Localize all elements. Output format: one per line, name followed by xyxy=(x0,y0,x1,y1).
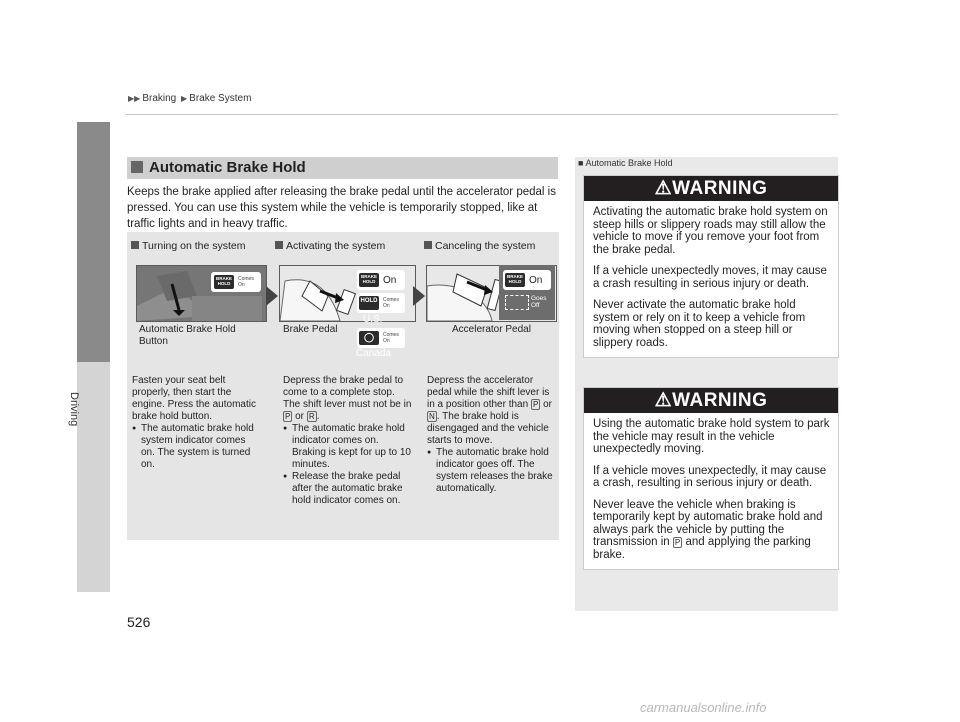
warning-title: WARNING xyxy=(672,178,768,199)
breadcrumb-braking[interactable]: Braking xyxy=(142,93,177,104)
brake-hold-icon: BRAKE HOLD xyxy=(214,275,234,289)
warning-body xyxy=(584,201,838,357)
region-canada-label: Canada xyxy=(356,348,392,359)
warning-text-part: and applying the parking brake. xyxy=(593,536,811,561)
indicator-status: Comes On xyxy=(383,332,399,344)
heading-canceling xyxy=(424,240,535,252)
step-text-part: Depress the accelerator pedal while the shift lever is in a position other than xyxy=(427,375,550,410)
warning-box-2 xyxy=(583,387,839,570)
heading-text: Canceling the system xyxy=(435,240,536,252)
side-tab-light xyxy=(77,362,110,592)
bullet-item: ● Release the brake pedal after the automatic brake hold indicator comes on. xyxy=(283,471,413,507)
hold-icon: HOLD xyxy=(359,296,379,310)
step-text-part: Depress the brake pedal to come to a complete stop. The shift lever must not be in xyxy=(283,375,412,410)
double-triangle-icon: ▶▶ xyxy=(128,94,141,103)
indicator-off-outline xyxy=(505,295,529,310)
indicator-status-off: Goes Off xyxy=(531,295,547,309)
warning-paragraph xyxy=(593,499,830,562)
shift-key-p: P xyxy=(285,412,291,421)
warning-title: WARNING xyxy=(672,390,768,411)
side-tab-dark xyxy=(77,122,110,362)
warning-paragraph: If a vehicle unexpectedly moves, it may cause a crash resulting in serious injury or death. xyxy=(593,265,827,290)
step-text-part: . xyxy=(316,411,320,422)
brake-hold-indicator-off xyxy=(503,270,551,290)
warning-header xyxy=(584,176,838,201)
warning-triangle-icon: ⚠ xyxy=(654,390,673,411)
indicator-on-text: On xyxy=(529,274,543,286)
watermark: carmanualsonline.info xyxy=(640,700,767,715)
canada-hold-icon: ◯ xyxy=(359,331,379,345)
square-bullet-icon xyxy=(131,161,143,173)
procedure-panel xyxy=(127,232,559,540)
side-tab-label: Driving xyxy=(68,392,80,427)
note-marker-icon: ■ xyxy=(578,158,584,168)
header-divider xyxy=(126,114,838,115)
square-bullet-icon xyxy=(424,241,432,249)
step-activating xyxy=(283,375,413,507)
step-text xyxy=(427,375,553,447)
indicator-on-text: On xyxy=(383,274,397,286)
triangle-icon: ▶ xyxy=(181,94,188,103)
warning-paragraph: Activating the automatic brake hold system on steep hills or slippery roads may still allow the vehicle to move if you remove your foot from the brake pedal. xyxy=(593,206,828,256)
caption-hold-button: Automatic Brake Hold Button xyxy=(139,324,236,347)
caption-accelerator: Accelerator Pedal xyxy=(452,324,531,335)
warning-body xyxy=(584,413,838,569)
arrow-right-icon xyxy=(412,286,426,306)
warning-paragraph: Using the automatic brake hold system to park the vehicle may result in the vehicle unexpectedly moving. xyxy=(593,418,830,455)
step-text xyxy=(283,375,413,423)
warning-paragraph: If a vehicle moves unexpectedly, it may cause a crash, resulting in serious injury or death. xyxy=(593,464,827,489)
step-text: Fasten your seat belt properly, then start the engine. Press the automatic brake hold button. xyxy=(132,375,256,422)
heading-turning-on xyxy=(131,240,246,252)
page-number: 526 xyxy=(127,614,151,630)
shift-key-n: N xyxy=(429,412,435,421)
warning-box-1 xyxy=(583,175,839,358)
step-turning-on xyxy=(132,375,260,471)
warning-paragraph: Never activate the automatic brake hold system or rely on it to keep a vehicle from moving when stopped on a steep hill or slippery roads. xyxy=(593,299,806,349)
bullet-item: ● The automatic brake hold indicator goes off. The system releases the brake automatically. xyxy=(427,447,553,495)
indicator-status: Comes On xyxy=(238,276,254,288)
warning-text-part: Never leave the vehicle when braking is temporarily kept by automatic brake hold and always park the vehicle by putting the transmission in xyxy=(593,498,823,548)
step-text-part: . The brake hold is disengaged and the vehicle starts to move. xyxy=(427,411,549,446)
section-intro: Keeps the brake applied after releasing the brake pedal until the accelerator pedal is pressed. You can use this system while the vehicle is temporarily stopped, like at traffic lights and in heavy traffic. xyxy=(127,186,556,230)
arrow-right-icon xyxy=(265,286,279,306)
shift-key-p: P xyxy=(674,538,681,547)
notes-title xyxy=(578,158,673,168)
heading-text: Activating the system xyxy=(286,240,386,252)
hold-indicator-canada xyxy=(357,328,405,348)
brake-hold-icon: BRAKE HOLD xyxy=(359,273,379,287)
heading-text: Turning on the system xyxy=(142,240,246,252)
step-text-part: or xyxy=(295,411,305,422)
caption-brake-pedal: Brake Pedal xyxy=(283,324,338,335)
brake-hold-icon: BRAKE HOLD xyxy=(505,273,525,287)
square-bullet-icon xyxy=(275,241,283,249)
bullet-item: ● The automatic brake hold system indicator comes on. The system is turned on. xyxy=(132,423,260,471)
square-bullet-icon xyxy=(131,241,139,249)
breadcrumb xyxy=(126,93,251,104)
step-text-part: or xyxy=(543,399,552,410)
warning-triangle-icon: ⚠ xyxy=(654,178,673,199)
shift-key-r: R xyxy=(308,412,315,421)
indicator-status: Comes On xyxy=(383,297,399,309)
step-canceling xyxy=(427,375,553,495)
brake-hold-indicator-1 xyxy=(211,272,261,292)
shift-key-p: P xyxy=(532,400,539,409)
breadcrumb-brake-system[interactable]: Brake System xyxy=(189,93,252,104)
hold-indicator-us xyxy=(357,293,405,313)
region-us-label: U.S. xyxy=(363,314,383,325)
brake-hold-indicator-on xyxy=(357,270,405,290)
section-title: Automatic Brake Hold xyxy=(149,159,306,176)
notes-title-text: Automatic Brake Hold xyxy=(585,158,673,168)
bullet-item: ● The automatic brake hold indicator comes on. Braking is kept for up to 10 minutes. xyxy=(283,423,413,471)
warning-header xyxy=(584,388,838,413)
heading-activating xyxy=(275,240,385,252)
section-header xyxy=(127,157,558,179)
